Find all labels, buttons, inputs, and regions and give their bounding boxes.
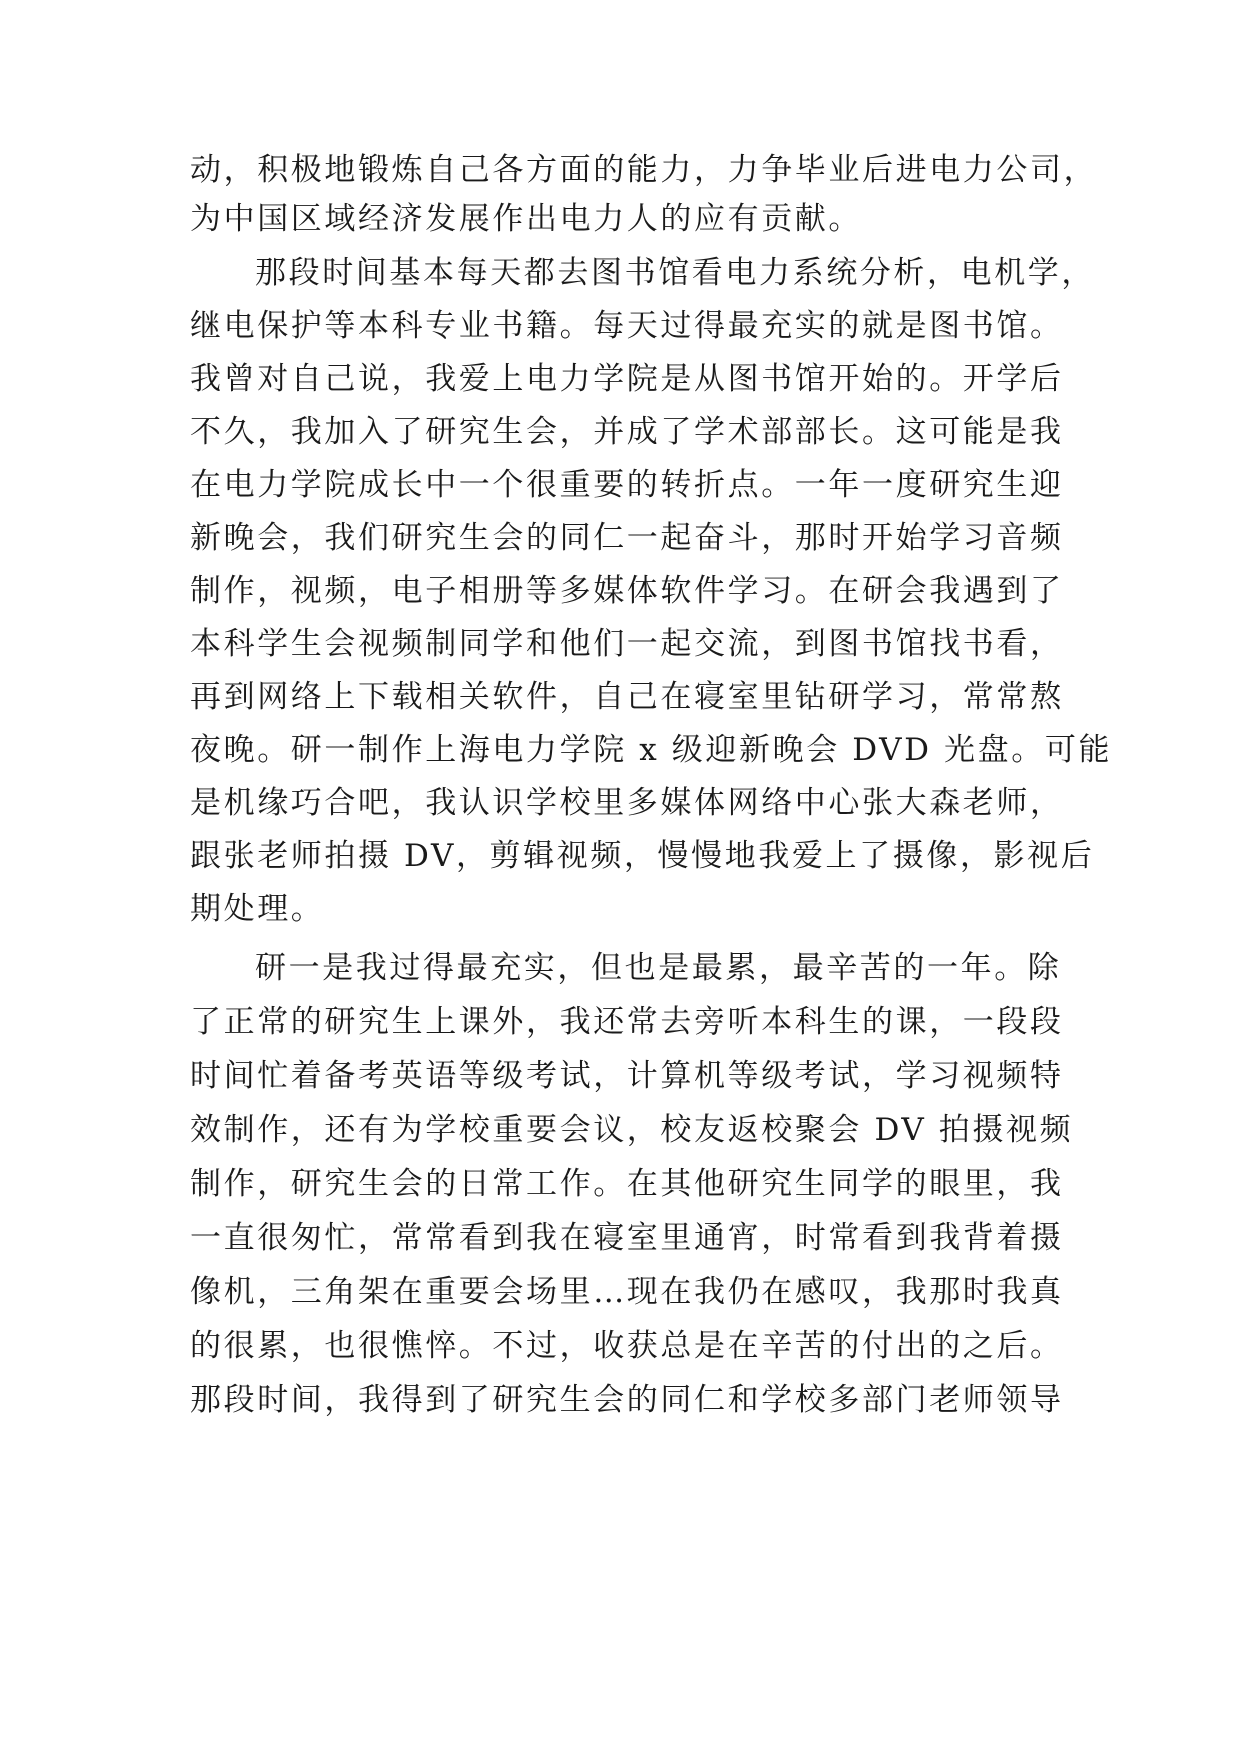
text-line: 在电力学院成长中一个很重要的转折点。一年一度研究生迎 — [190, 467, 1064, 503]
text-line: 像机，三角架在重要会场里…现在我仍在感叹，我那时我真 — [190, 1274, 1064, 1310]
text-line: 不久，我加入了研究生会，并成了学术部部长。这可能是我 — [190, 414, 1064, 450]
text-line: 制作，研究生会的日常工作。在其他研究生同学的眼里，我 — [190, 1166, 1064, 1202]
text-line — [190, 1426, 1080, 1482]
text-line: 新晚会，我们研究生会的同仁一起奋斗，那时开始学习音频 — [190, 520, 1064, 556]
text-line: 动，积极地锻炼自己各方面的能力，力争毕业后进电力公司， — [190, 152, 1098, 188]
text-line: 我曾对自己说，我爱上电力学院是从图书馆开始的。开学后 — [190, 361, 1064, 397]
paragraph-first-line: 那段时间基本每天都去图书馆看电力系统分析，电机学， — [255, 255, 1095, 291]
text-line: 为中国区域经济发展作出电力人的应有贡献。 — [190, 201, 862, 237]
text-line: 本科学生会视频制同学和他们一起交流，到图书馆找书看， — [190, 626, 1064, 662]
text-line: 的很累，也很憔悴。不过，收获总是在辛苦的付出的之后。 — [190, 1328, 1064, 1364]
text-line: 一直很匆忙，常常看到我在寝室里通宵，时常看到我背着摄 — [190, 1220, 1064, 1256]
text-line: 是机缘巧合吧，我认识学校里多媒体网络中心张大森老师， — [190, 785, 1064, 821]
paragraph-first-line: 研一是我过得最充实，但也是最累，最辛苦的一年。除 — [255, 950, 1062, 986]
text-line: 制作，视频，电子相册等多媒体软件学习。在研会我遇到了 — [190, 573, 1064, 609]
text-line: 继电保护等本科专业书籍。每天过得最充实的就是图书馆。 — [190, 308, 1064, 344]
text-line: 时间忙着备考英语等级考试，计算机等级考试，学习视频特 — [190, 1058, 1064, 1094]
text-line: 那段时间，我得到了研究生会的同仁和学校多部门老师领导 — [190, 1382, 1064, 1418]
text-line: 再到网络上下载相关软件，自己在寝室里钻研学习，常常熬 — [190, 679, 1064, 715]
text-line: 跟张老师拍摄 DV，剪辑视频，慢慢地我爱上了摄像，影视后 — [190, 838, 1095, 874]
text-line: 效制作，还有为学校重要会议，校友返校聚会 DV 拍摄视频 — [190, 1112, 1074, 1148]
text-line: 期处理。 — [190, 891, 325, 927]
text-line: 夜晚。研一制作上海电力学院 x 级迎新晚会 DVD 光盘。可能 — [190, 732, 1113, 768]
text-line: 了正常的研究生上课外，我还常去旁听本科生的课，一段段 — [190, 1004, 1064, 1040]
